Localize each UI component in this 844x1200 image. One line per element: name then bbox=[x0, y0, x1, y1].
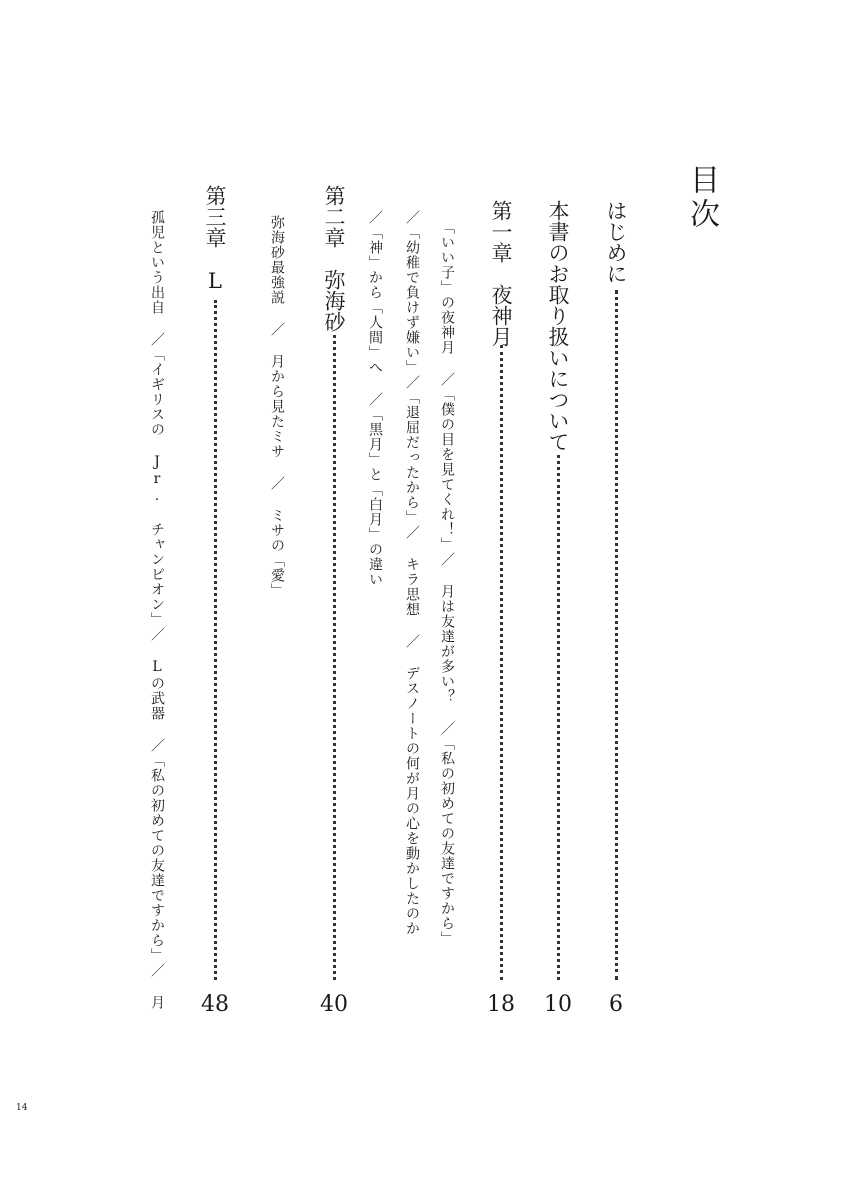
page-number: 6 bbox=[609, 992, 623, 1017]
toc-entry-chapter-2[interactable]: 第二章 弥海砂 bbox=[322, 185, 346, 332]
leader-dots bbox=[214, 300, 221, 980]
folio-page-number: 14 bbox=[16, 1103, 28, 1113]
leader-dots bbox=[557, 455, 564, 980]
chapter-1-subitems-line-1: 「いい子」の夜神月 ／「僕の目を見てくれ！」／ 月は友達が多い？ ／「私の初めての友達ですから」 bbox=[439, 220, 455, 946]
toc-title: 目次 bbox=[684, 164, 719, 232]
chapter-1-subitems-line-3: ／「神」から「人間」へ ／「黒月」と「白月」の違い bbox=[367, 210, 383, 587]
page-number: 10 bbox=[544, 992, 572, 1017]
page-number: 48 bbox=[201, 992, 229, 1017]
leader-dots bbox=[615, 290, 622, 980]
toc-entry-chapter-3[interactable]: 第三章 L bbox=[203, 185, 227, 293]
page-number: 40 bbox=[320, 992, 348, 1017]
chapter-1-subitems-line-2: ／「幼稚で負けず嫌い」／「退屈だったから」／ キラ思想 ／ デスノートの何が月の心を動かしたのか bbox=[404, 210, 420, 936]
leader-dots bbox=[500, 345, 507, 980]
toc-entry-notes[interactable]: 本書のお取り扱いについて bbox=[546, 200, 570, 452]
chapter-3-subitems: 孤児という出自 ／「イギリスの Jr. チャンピオン」／ Lの武器 ／「私の初めての友達ですから」／ 月 bbox=[149, 210, 165, 1010]
toc-entry-chapter-1[interactable]: 第一章 夜神月 bbox=[489, 200, 513, 347]
toc-entry-intro[interactable]: はじめに bbox=[604, 200, 628, 284]
chapter-2-subitems: 弥海砂最強説 ／ 月から見たミサ ／ ミサの「愛」 bbox=[269, 215, 285, 598]
leader-dots bbox=[333, 335, 340, 980]
page-number: 18 bbox=[487, 992, 515, 1017]
